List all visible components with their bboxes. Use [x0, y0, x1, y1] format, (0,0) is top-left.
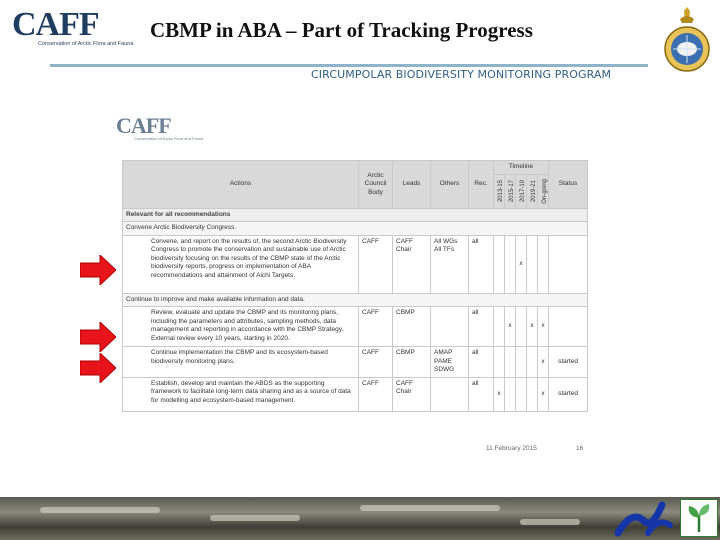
col-body: Arctic Council Body [359, 161, 393, 209]
timeline-mark [494, 307, 505, 347]
timeline-mark [505, 347, 516, 378]
status-cell: started [549, 347, 588, 378]
action-text: Convene, and report on the results of, the second Arctic Biodiversity Congress to promote the conservation and sustainable use of Arctic biodiversity focusing on the results of the CBMP state of the Arctic biodiversity reports, progress on implementation of ABA recommendations and attainment of Aichi Targets. [123, 235, 359, 293]
group-heading: Continue to improve and make available information and data. [123, 293, 588, 307]
header-divider [50, 64, 648, 67]
embedded-slide-image [110, 105, 605, 465]
col-year: On-going [538, 174, 549, 208]
section-heading: Relevant for all recommendations [123, 208, 588, 222]
col-others: Others [431, 161, 469, 209]
leads-cell: CAFF Chair [393, 377, 431, 411]
footer-landscape-band [0, 497, 720, 540]
timeline-mark: x [538, 377, 549, 411]
status-cell [549, 307, 588, 347]
col-rec: Rec. [469, 161, 494, 209]
slide-date: 11 February 2015 [486, 445, 537, 452]
group-heading: Convene Arctic Biodiversity Congress. [123, 222, 588, 236]
caff-logo [12, 8, 142, 50]
slide-page-number: 16 [576, 445, 584, 452]
col-year: 2017-19 [516, 174, 527, 208]
col-year: 2013-15 [494, 174, 505, 208]
caff-logo-tagline: Conservation of Arctic Flora and Fauna [38, 41, 134, 47]
col-year: 2015-17 [505, 174, 516, 208]
action-text: Establish, develop and maintain the ABDS as the supporting framework to facilitate long-term data sharing and as a source of data for modelling and ecosystem-based management. [123, 377, 359, 411]
others-cell [431, 307, 469, 347]
red-arrow-right-icon [80, 322, 116, 352]
rec-cell: all [469, 235, 494, 293]
timeline-mark [527, 347, 538, 378]
timeline-mark [505, 377, 516, 411]
table-row [123, 307, 588, 347]
slide-logo-word: CAFF [116, 113, 171, 138]
red-arrow-right-icon [80, 255, 116, 285]
col-actions: Actions [123, 161, 359, 209]
arctic-council-emblem-icon [662, 5, 712, 75]
action-text: Continue implementation the CBMP and its ecosystem-based biodiversity monitoring plans. [123, 347, 359, 378]
table-row [123, 377, 588, 411]
col-leads: Leads [393, 161, 431, 209]
others-cell: All WGs All TFs [431, 235, 469, 293]
page-title: CBMP in ABA – Part of Tracking Progress [150, 18, 533, 42]
table-row [123, 347, 588, 378]
program-subtitle: CIRCUMPOLAR BIODIVERSITY MONITORING PROGRAM [311, 68, 612, 81]
slide-logo-tagline: Conservation of Arctic Flora and Fauna [134, 136, 204, 141]
leads-cell: CBMP [393, 307, 431, 347]
timeline-mark [494, 235, 505, 293]
timeline-mark [494, 347, 505, 378]
body-cell: CAFF [359, 347, 393, 378]
green-plant-logo-icon [680, 499, 718, 537]
body-cell: CAFF [359, 235, 393, 293]
timeline-mark [516, 347, 527, 378]
timeline-mark: x [494, 377, 505, 411]
status-cell [549, 235, 588, 293]
action-plan-table [122, 160, 588, 412]
timeline-mark [527, 377, 538, 411]
status-cell: started [549, 377, 588, 411]
rec-cell: all [469, 377, 494, 411]
col-status: Status [549, 161, 588, 209]
timeline-mark [505, 235, 516, 293]
leads-cell: CAFF Chair [393, 235, 431, 293]
timeline-mark: x [505, 307, 516, 347]
timeline-mark: x [516, 235, 527, 293]
slide-caff-logo [116, 113, 206, 143]
body-cell: CAFF [359, 307, 393, 347]
caff-logo-word: CAFF [12, 6, 99, 43]
col-year: 2019-21 [527, 174, 538, 208]
rec-cell: all [469, 307, 494, 347]
timeline-mark: x [527, 307, 538, 347]
col-timeline: Timeline [494, 161, 549, 175]
timeline-mark: x [538, 307, 549, 347]
timeline-mark [538, 235, 549, 293]
blue-wave-logo-icon [614, 499, 674, 537]
action-text: Review, evaluate and update the CBMP and its monitoring plans, including the parameters and attributes, sampling methods, data management and reporting in accordance with the CBMP Strategy. External review every 10 years, starting in 2020. [123, 307, 359, 347]
others-cell: AMAP PAME SDWG [431, 347, 469, 378]
timeline-mark [516, 377, 527, 411]
red-arrow-right-icon [80, 353, 116, 383]
leads-cell: CBMP [393, 347, 431, 378]
others-cell [431, 377, 469, 411]
timeline-mark: x [538, 347, 549, 378]
table-row [123, 235, 588, 293]
body-cell: CAFF [359, 377, 393, 411]
timeline-mark [516, 307, 527, 347]
timeline-mark [527, 235, 538, 293]
rec-cell: all [469, 347, 494, 378]
